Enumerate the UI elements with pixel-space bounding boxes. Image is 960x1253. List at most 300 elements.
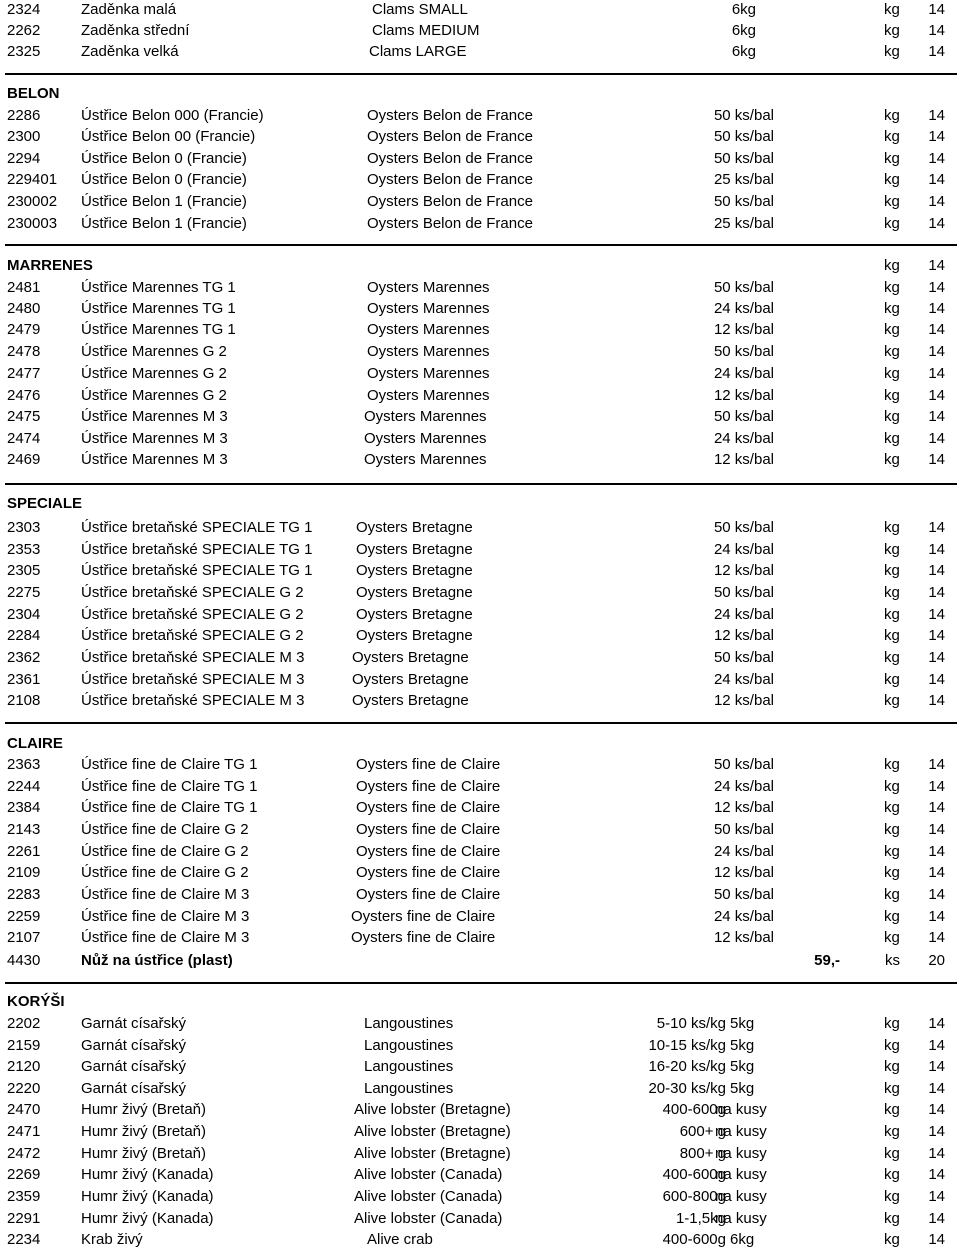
section-header	[0, 734, 960, 754]
item-code: 2481	[7, 279, 41, 296]
section-header	[0, 494, 960, 514]
item-name-cz: Ústřice fine de Claire TG 1	[81, 799, 258, 816]
item-dph: 14	[928, 365, 945, 382]
item-pack: 800+ g	[679, 1145, 726, 1162]
item-code: 230003	[7, 215, 58, 232]
item-name-cz: Ústřice bretaňské SPECIALE G 2	[81, 627, 304, 644]
item-name-en: Oysters Belon de France	[367, 171, 533, 188]
table-row	[0, 583, 960, 603]
item-name-en: Oysters Marennes	[367, 343, 490, 360]
item-unit: kg	[884, 451, 900, 468]
item-code: 2291	[7, 1210, 41, 1227]
item-name-cz: Ústřice Marennes M 3	[81, 451, 228, 468]
item-unit: kg	[884, 128, 900, 145]
item-unit: kg	[884, 649, 900, 666]
item-code: 4430	[7, 952, 41, 969]
table-row	[0, 885, 960, 905]
section-unit: kg	[884, 257, 900, 274]
item-name-cz: Ústřice Marennes TG 1	[81, 321, 236, 338]
item-dph: 14	[928, 627, 945, 644]
item-code: 2353	[7, 541, 41, 558]
table-row	[0, 798, 960, 818]
item-dph: 14	[928, 1037, 945, 1054]
item-code: 2244	[7, 778, 41, 795]
item-name-cz: Ústřice fine de Claire M 3	[81, 908, 250, 925]
item-code: 2143	[7, 821, 41, 838]
item-dph: 14	[928, 778, 945, 795]
item-name-cz: Humr živý (Bretaň)	[81, 1101, 207, 1118]
section-title: KORÝŠI	[7, 993, 65, 1010]
item-dph: 14	[928, 1, 945, 18]
item-dph: 14	[928, 886, 945, 903]
table-row	[0, 1122, 960, 1142]
item-name-en: Alive lobster (Bretagne)	[354, 1101, 511, 1118]
item-pack: 10-15 ks/kg	[648, 1037, 726, 1054]
item-unit: kg	[884, 584, 900, 601]
item-unit: kg	[884, 671, 900, 688]
section-divider	[5, 982, 957, 984]
item-name-cz: Humr živý (Bretaň)	[81, 1145, 207, 1162]
item-unit: kg	[884, 408, 900, 425]
item-name-en: Oysters fine de Claire	[356, 886, 501, 903]
item-name-en: Alive lobster (Bretagne)	[354, 1145, 511, 1162]
table-row	[0, 342, 960, 362]
item-unit: kg	[884, 1145, 900, 1162]
item-unit: kg	[884, 562, 900, 579]
item-name-cz: Ústřice bretaňské SPECIALE G 2	[81, 584, 304, 601]
item-name-en: Oysters Bretagne	[356, 562, 473, 579]
item-pack: 24 ks/bal	[713, 430, 774, 447]
item-name-en: Langoustines	[364, 1037, 454, 1054]
item-name-cz: Ústřice bretaňské SPECIALE TG 1	[81, 562, 313, 579]
table-row	[0, 127, 960, 147]
item-name-cz: Krab živý	[81, 1231, 143, 1248]
item-unit: kg	[884, 193, 900, 210]
item-name-en: Alive crab	[367, 1231, 433, 1248]
item-pack: 12 ks/bal	[713, 692, 774, 709]
item-code: 2476	[7, 387, 41, 404]
item-dph: 14	[928, 343, 945, 360]
item-dph: 14	[928, 908, 945, 925]
item-pack: 12 ks/bal	[713, 562, 774, 579]
table-row	[0, 626, 960, 646]
item-name-cz: Ústřice Marennes TG 1	[81, 300, 236, 317]
item-code: 2159	[7, 1037, 41, 1054]
item-unit: kg	[884, 627, 900, 644]
item-name-cz: Zaděnka velká	[81, 43, 179, 60]
item-name-cz: Zaděnka malá	[81, 1, 177, 18]
item-dph: 14	[928, 929, 945, 946]
item-dph: 14	[928, 408, 945, 425]
item-dph: 14	[928, 821, 945, 838]
item-unit: kg	[884, 1210, 900, 1227]
table-row	[0, 170, 960, 190]
item-code: 2384	[7, 799, 41, 816]
item-pack: 12 ks/bal	[713, 799, 774, 816]
item-dph: 14	[928, 692, 945, 709]
item-unit: kg	[884, 150, 900, 167]
item-name-en: Oysters fine de Claire	[356, 778, 501, 795]
item-pack-size: 5kg	[730, 1080, 755, 1097]
table-row	[0, 1165, 960, 1185]
item-name-cz: Ústřice fine de Claire TG 1	[81, 778, 258, 795]
item-code: 2324	[7, 1, 41, 18]
item-name-en: Clams SMALL	[372, 1, 468, 18]
item-pack: 6kg	[731, 22, 756, 39]
item-unit: kg	[884, 1, 900, 18]
item-dph: 14	[928, 756, 945, 773]
item-code: 2304	[7, 606, 41, 623]
item-pack: 24 ks/bal	[713, 300, 774, 317]
item-name-en: Oysters Bretagne	[356, 584, 473, 601]
item-name-en: Langoustines	[364, 1058, 454, 1075]
table-row	[0, 907, 960, 927]
item-unit: kg	[884, 606, 900, 623]
item-code: 2259	[7, 908, 41, 925]
item-pack: 50 ks/bal	[713, 128, 774, 145]
item-dph: 14	[928, 321, 945, 338]
item-dph: 14	[928, 799, 945, 816]
item-name-en: Oysters fine de Claire	[356, 843, 501, 860]
item-unit: kg	[884, 756, 900, 773]
section-dph: 14	[928, 257, 945, 274]
item-code: 2300	[7, 128, 41, 145]
item-unit: kg	[884, 1037, 900, 1054]
item-unit: kg	[884, 22, 900, 39]
table-row	[0, 149, 960, 169]
item-name-cz: Ústřice bretaňské SPECIALE TG 1	[81, 541, 313, 558]
item-pack: 6kg	[731, 43, 756, 60]
item-unit: kg	[884, 365, 900, 382]
item-unit: kg	[884, 300, 900, 317]
item-code: 2362	[7, 649, 41, 666]
item-dph: 14	[928, 541, 945, 558]
item-name-cz: Ústřice Marennes G 2	[81, 343, 227, 360]
item-dph: 14	[928, 1101, 945, 1118]
item-code: 2471	[7, 1123, 41, 1140]
item-pack: 24 ks/bal	[713, 671, 774, 688]
item-unit: kg	[884, 321, 900, 338]
table-row	[0, 777, 960, 797]
item-dph: 14	[928, 43, 945, 60]
item-name-en: Alive lobster (Canada)	[354, 1166, 503, 1183]
item-dph: 14	[928, 671, 945, 688]
item-name-en: Oysters Bretagne	[356, 519, 473, 536]
item-code: 2472	[7, 1145, 41, 1162]
item-name-en: Oysters Belon de France	[367, 128, 533, 145]
item-pack: 25 ks/bal	[713, 171, 774, 188]
item-pack: 600-800g	[662, 1188, 726, 1205]
table-row	[0, 364, 960, 384]
item-name-cz: Garnát císařský	[81, 1080, 187, 1097]
item-name-en: Oysters Bretagne	[356, 541, 473, 558]
item-code: 2283	[7, 886, 41, 903]
section-divider	[5, 244, 957, 246]
item-unit: kg	[884, 541, 900, 558]
item-code: 2478	[7, 343, 41, 360]
item-unit: kg	[884, 821, 900, 838]
item-dph: 14	[928, 1058, 945, 1075]
item-pack: 50 ks/bal	[713, 193, 774, 210]
table-row	[0, 755, 960, 775]
item-pack-size: na kusy	[715, 1145, 767, 1162]
item-unit: kg	[884, 519, 900, 536]
section-divider	[5, 73, 957, 75]
item-name-en: Oysters Belon de France	[367, 215, 533, 232]
item-code: 2261	[7, 843, 41, 860]
item-pack-size: na kusy	[715, 1123, 767, 1140]
item-pack: 400-600g	[662, 1166, 726, 1183]
item-code: 2107	[7, 929, 41, 946]
item-pack: 24 ks/bal	[713, 541, 774, 558]
item-pack: 12 ks/bal	[713, 929, 774, 946]
item-code: 2477	[7, 365, 41, 382]
item-price: 59,-	[814, 952, 840, 969]
item-unit: kg	[884, 1080, 900, 1097]
item-name-en: Oysters Marennes	[364, 430, 487, 447]
item-name-cz: Ústřice Marennes TG 1	[81, 279, 236, 296]
item-unit: kg	[884, 864, 900, 881]
item-code: 2262	[7, 22, 41, 39]
item-dph: 14	[928, 171, 945, 188]
section-title: CLAIRE	[7, 735, 63, 752]
item-name-cz: Ústřice fine de Claire G 2	[81, 821, 249, 838]
item-code: 2475	[7, 408, 41, 425]
item-unit: kg	[884, 778, 900, 795]
item-code: 2474	[7, 430, 41, 447]
item-pack: 600+ g	[679, 1123, 726, 1140]
item-name-cz: Ústřice bretaňské SPECIALE M 3	[81, 692, 305, 709]
item-name-cz: Ústřice bretaňské SPECIALE M 3	[81, 649, 305, 666]
item-name-cz: Nůž na ústřice (plast)	[81, 952, 233, 969]
table-row	[0, 540, 960, 560]
item-unit: kg	[884, 387, 900, 404]
item-pack: 50 ks/bal	[713, 343, 774, 360]
item-pack-size: 6kg	[730, 1231, 755, 1248]
item-name-cz: Ústřice Marennes G 2	[81, 365, 227, 382]
table-row	[0, 214, 960, 234]
table-row	[0, 670, 960, 690]
item-code: 2469	[7, 451, 41, 468]
table-row	[0, 1209, 960, 1229]
table-row	[0, 842, 960, 862]
item-name-cz: Ústřice fine de Claire G 2	[81, 864, 249, 881]
item-pack-size: na kusy	[715, 1166, 767, 1183]
item-unit: kg	[884, 430, 900, 447]
item-pack-size: 5kg	[730, 1037, 755, 1054]
item-pack-size: na kusy	[715, 1210, 767, 1227]
item-name-en: Oysters Belon de France	[367, 107, 533, 124]
item-name-cz: Garnát císařský	[81, 1058, 187, 1075]
table-row	[0, 1036, 960, 1056]
item-name-en: Clams MEDIUM	[372, 22, 480, 39]
item-dph: 14	[928, 300, 945, 317]
item-pack: 5-10 ks/kg	[656, 1015, 726, 1032]
item-dph: 14	[928, 215, 945, 232]
item-dph: 14	[928, 150, 945, 167]
table-row	[0, 0, 960, 20]
item-dph: 14	[928, 1015, 945, 1032]
item-unit: kg	[884, 1231, 900, 1248]
table-row	[0, 106, 960, 126]
item-pack: 20-30 ks/kg	[648, 1080, 726, 1097]
item-pack: 25 ks/bal	[713, 215, 774, 232]
section-header	[0, 992, 960, 1012]
item-name-cz: Ústřice fine de Claire G 2	[81, 843, 249, 860]
item-name-cz: Zaděnka střední	[81, 22, 190, 39]
item-code: 2470	[7, 1101, 41, 1118]
item-unit: kg	[884, 107, 900, 124]
item-dph: 14	[928, 843, 945, 860]
item-name-cz: Ústřice fine de Claire TG 1	[81, 756, 258, 773]
item-unit: kg	[884, 908, 900, 925]
item-pack: 50 ks/bal	[713, 107, 774, 124]
section-divider	[5, 483, 957, 485]
item-pack: 1-1,5kg	[675, 1210, 726, 1227]
item-code: 2109	[7, 864, 41, 881]
item-name-en: Oysters Belon de France	[367, 150, 533, 167]
table-row	[0, 407, 960, 427]
item-pack: 50 ks/bal	[713, 150, 774, 167]
item-name-en: Oysters Marennes	[367, 387, 490, 404]
item-name-en: Oysters Marennes	[367, 365, 490, 382]
item-unit: kg	[884, 1015, 900, 1032]
table-row	[0, 863, 960, 883]
item-pack: 6kg	[731, 1, 756, 18]
item-pack: 50 ks/bal	[713, 408, 774, 425]
item-pack: 24 ks/bal	[713, 778, 774, 795]
item-dph: 20	[928, 952, 945, 969]
item-name-en: Oysters fine de Claire	[351, 929, 496, 946]
item-code: 2284	[7, 627, 41, 644]
item-unit: kg	[884, 1166, 900, 1183]
item-dph: 14	[928, 451, 945, 468]
item-code: 2269	[7, 1166, 41, 1183]
item-code: 2234	[7, 1231, 41, 1248]
item-dph: 14	[928, 519, 945, 536]
item-unit: kg	[884, 929, 900, 946]
table-row	[0, 278, 960, 298]
table-row	[0, 320, 960, 340]
item-unit: kg	[884, 799, 900, 816]
item-pack: 24 ks/bal	[713, 843, 774, 860]
item-name-en: Alive lobster (Bretagne)	[354, 1123, 511, 1140]
item-unit: kg	[884, 43, 900, 60]
item-code: 2108	[7, 692, 41, 709]
item-dph: 14	[928, 1210, 945, 1227]
table-row	[0, 21, 960, 41]
item-code: 2275	[7, 584, 41, 601]
item-unit: kg	[884, 215, 900, 232]
table-row	[0, 605, 960, 625]
section-title: SPECIALE	[7, 495, 83, 512]
table-row	[0, 518, 960, 538]
item-name-en: Oysters fine de Claire	[356, 821, 501, 838]
table-row	[0, 928, 960, 948]
item-name-cz: Garnát císařský	[81, 1037, 187, 1054]
item-unit: kg	[884, 843, 900, 860]
item-code: 2286	[7, 107, 41, 124]
item-name-en: Oysters Bretagne	[356, 606, 473, 623]
item-name-cz: Ústřice bretaňské SPECIALE TG 1	[81, 519, 313, 536]
item-name-cz: Ústřice bretaňské SPECIALE M 3	[81, 671, 305, 688]
item-pack: 50 ks/bal	[713, 756, 774, 773]
item-name-cz: Ústřice bretaňské SPECIALE G 2	[81, 606, 304, 623]
item-dph: 14	[928, 107, 945, 124]
item-name-en: Oysters fine de Claire	[356, 799, 501, 816]
item-name-en: Oysters fine de Claire	[351, 908, 496, 925]
item-code: 2359	[7, 1188, 41, 1205]
section-header	[0, 256, 960, 276]
item-unit: kg	[884, 1101, 900, 1118]
item-unit: kg	[884, 1123, 900, 1140]
item-pack: 50 ks/bal	[713, 519, 774, 536]
item-pack: 16-20 ks/kg	[648, 1058, 726, 1075]
item-name-en: Oysters Belon de France	[367, 193, 533, 210]
item-pack-size: 5kg	[730, 1015, 755, 1032]
item-name-cz: Ústřice Belon 00 (Francie)	[81, 128, 256, 145]
item-unit: kg	[884, 1188, 900, 1205]
table-row	[0, 1079, 960, 1099]
item-pack: 12 ks/bal	[713, 451, 774, 468]
item-name-cz: Humr živý (Kanada)	[81, 1166, 214, 1183]
item-name-en: Oysters Marennes	[364, 408, 487, 425]
item-code: 229401	[7, 171, 58, 188]
item-name-cz: Humr živý (Kanada)	[81, 1210, 214, 1227]
table-row	[0, 951, 960, 971]
table-row	[0, 386, 960, 406]
item-dph: 14	[928, 606, 945, 623]
item-name-en: Oysters fine de Claire	[356, 756, 501, 773]
item-name-en: Langoustines	[364, 1015, 454, 1032]
item-dph: 14	[928, 1166, 945, 1183]
table-row	[0, 429, 960, 449]
table-row	[0, 820, 960, 840]
item-name-en: Langoustines	[364, 1080, 454, 1097]
item-dph: 14	[928, 649, 945, 666]
item-code: 2303	[7, 519, 41, 536]
item-pack: 12 ks/bal	[713, 627, 774, 644]
item-pack: 50 ks/bal	[713, 279, 774, 296]
item-dph: 14	[928, 1231, 945, 1248]
item-unit: kg	[884, 886, 900, 903]
table-row	[0, 691, 960, 711]
item-pack: 400-600g	[662, 1101, 726, 1118]
item-dph: 14	[928, 128, 945, 145]
item-code: 2294	[7, 150, 41, 167]
item-unit: kg	[884, 279, 900, 296]
table-row	[0, 1057, 960, 1077]
item-unit: kg	[884, 692, 900, 709]
item-unit: ks	[885, 952, 900, 969]
item-name-en: Oysters Bretagne	[356, 627, 473, 644]
item-dph: 14	[928, 1080, 945, 1097]
table-row	[0, 450, 960, 470]
item-name-en: Oysters Marennes	[367, 300, 490, 317]
item-unit: kg	[884, 171, 900, 188]
item-code: 2325	[7, 43, 41, 60]
table-row	[0, 1230, 960, 1250]
item-unit: kg	[884, 343, 900, 360]
table-row	[0, 192, 960, 212]
item-dph: 14	[928, 1145, 945, 1162]
table-row	[0, 1144, 960, 1164]
item-name-cz: Ústřice fine de Claire M 3	[81, 886, 250, 903]
item-name-cz: Ústřice Belon 0 (Francie)	[81, 171, 247, 188]
section-divider	[5, 722, 957, 724]
item-dph: 14	[928, 1123, 945, 1140]
item-name-en: Oysters Marennes	[367, 321, 490, 338]
